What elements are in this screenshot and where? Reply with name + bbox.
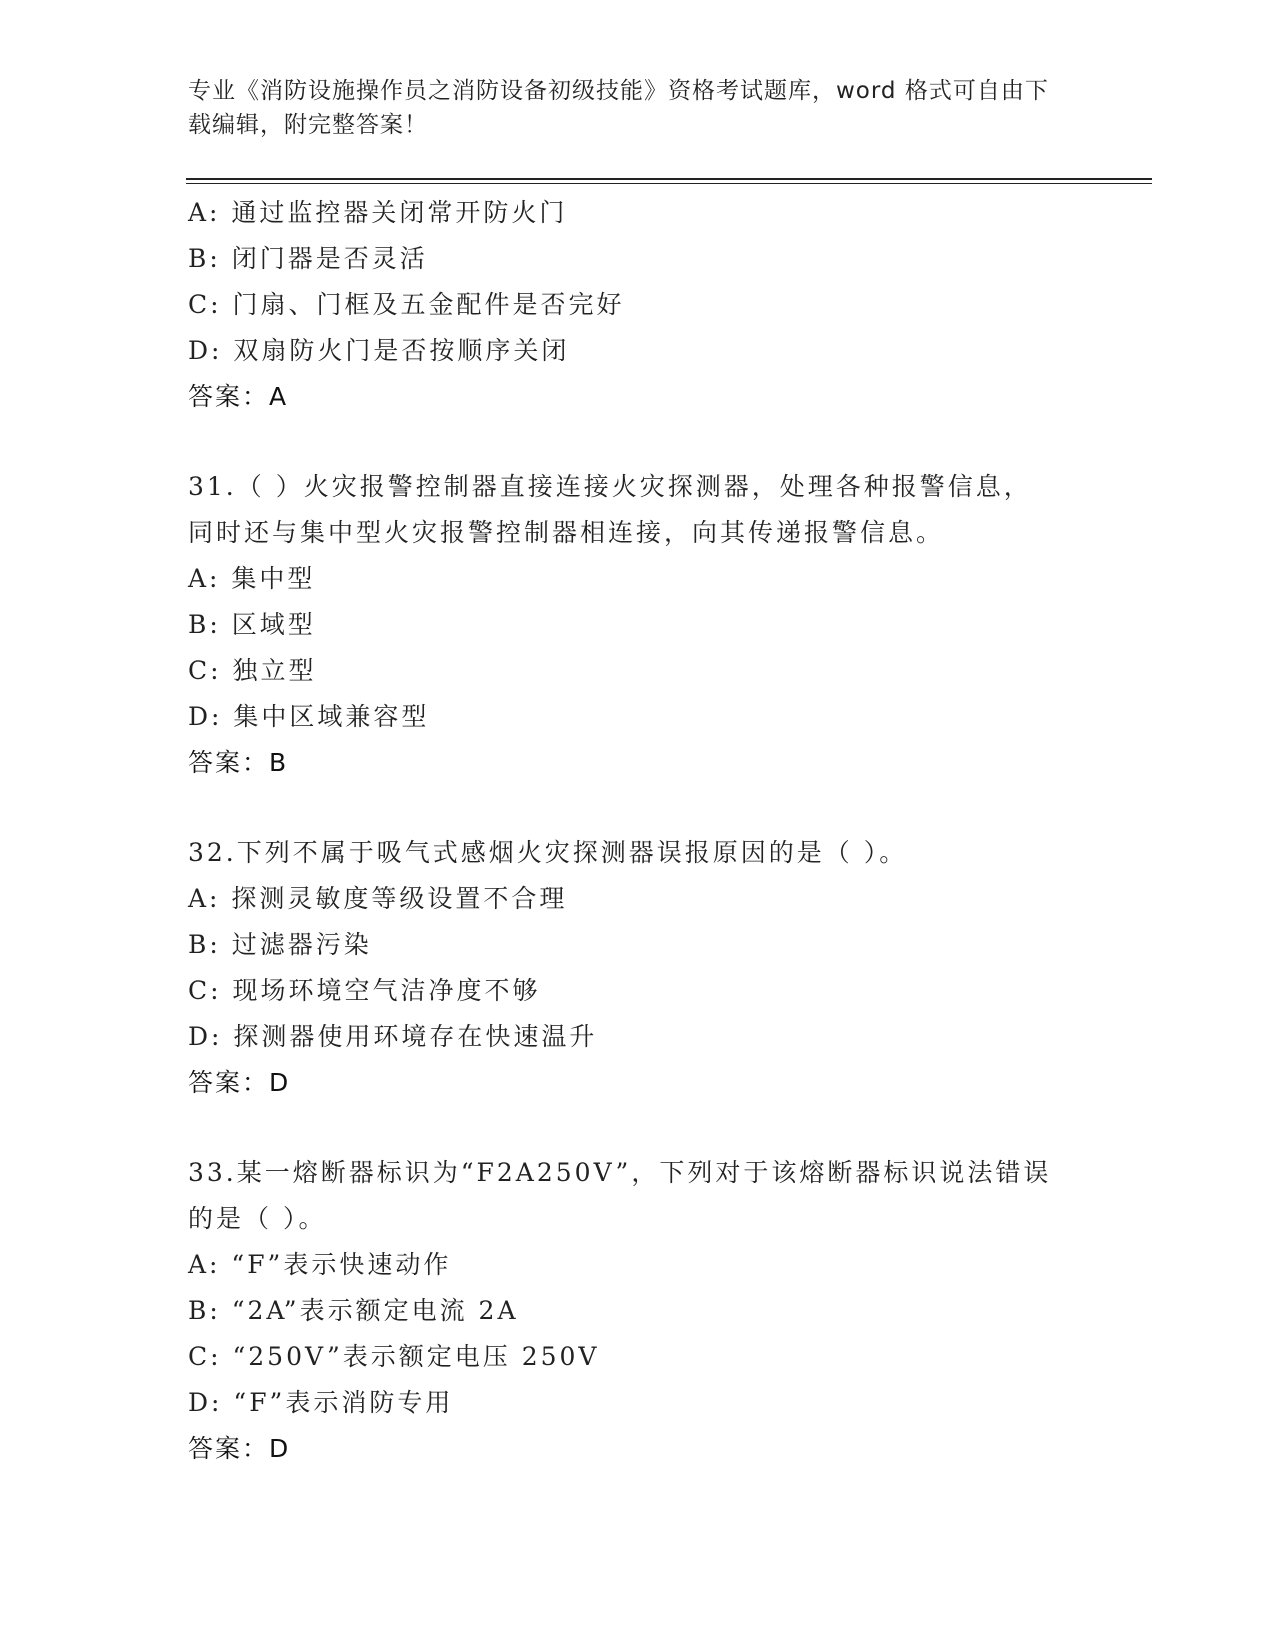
option-c: C: 独立型 (188, 656, 317, 685)
question-block-32 (188, 830, 1088, 1106)
option-b: B: 过滤器污染 (188, 930, 372, 959)
option-b: B: 闭门器是否灵活 (188, 244, 428, 273)
option-d: D: “F”表示消防专用 (188, 1388, 454, 1417)
option-d: D: 探测器使用环境存在快速温升 (188, 1022, 598, 1051)
question-stem-line-2: 同时还与集中型火灾报警控制器相连接，向其传递报警信息。 (188, 518, 945, 547)
question-stem-line-1: 31.（ ）火灾报警控制器直接连接火灾探测器，处理各种报警信息， (188, 472, 1032, 501)
option-d: D: 双扇防火门是否按顺序关闭 (188, 336, 570, 365)
question-block-31 (188, 464, 1088, 786)
option-b: B: “2A”表示额定电流 2A (188, 1296, 519, 1325)
spacer (188, 420, 1088, 464)
question-block-33 (188, 1150, 1088, 1472)
spacer (188, 1106, 1088, 1150)
answer-line: 答案：A (188, 382, 289, 411)
header-note (188, 74, 1088, 142)
option-a: A: “F”表示快速动作 (188, 1250, 452, 1279)
header-divider-thin (186, 183, 1152, 184)
header-divider-thick (186, 178, 1152, 180)
spacer (188, 786, 1088, 830)
answer-line: 答案：B (188, 748, 289, 777)
option-c: C: 现场环境空气洁净度不够 (188, 976, 541, 1005)
question-stem-line-1: 33.某一熔断器标识为“F2A250V”，下列对于该熔断器标识说法错误 (188, 1158, 1052, 1187)
answer-line: 答案：D (188, 1068, 291, 1097)
option-a: A: 通过监控器关闭常开防火门 (188, 198, 568, 227)
option-a: A: 集中型 (188, 564, 316, 593)
question-stem-line-2: 的是（ ）。 (188, 1204, 327, 1233)
header-note-line-2: 载编辑，附完整答案！ (188, 112, 428, 138)
option-c: C: “250V”表示额定电压 250V (188, 1342, 600, 1371)
option-d: D: 集中区域兼容型 (188, 702, 430, 731)
question-list (188, 190, 1088, 1472)
answer-line: 答案：D (188, 1434, 291, 1463)
question-block-30 (188, 190, 1088, 420)
option-a: A: 探测灵敏度等级设置不合理 (188, 884, 568, 913)
option-c: C: 门扇、门框及五金配件是否完好 (188, 290, 625, 319)
header-note-line-1: 专业《消防设施操作员之消防设备初级技能》资格考试题库，word 格式可自由下 (188, 78, 1049, 104)
question-stem-line-1: 32.下列不属于吸气式感烟火灾探测器误报原因的是（ ）。 (188, 838, 908, 867)
option-b: B: 区域型 (188, 610, 316, 639)
